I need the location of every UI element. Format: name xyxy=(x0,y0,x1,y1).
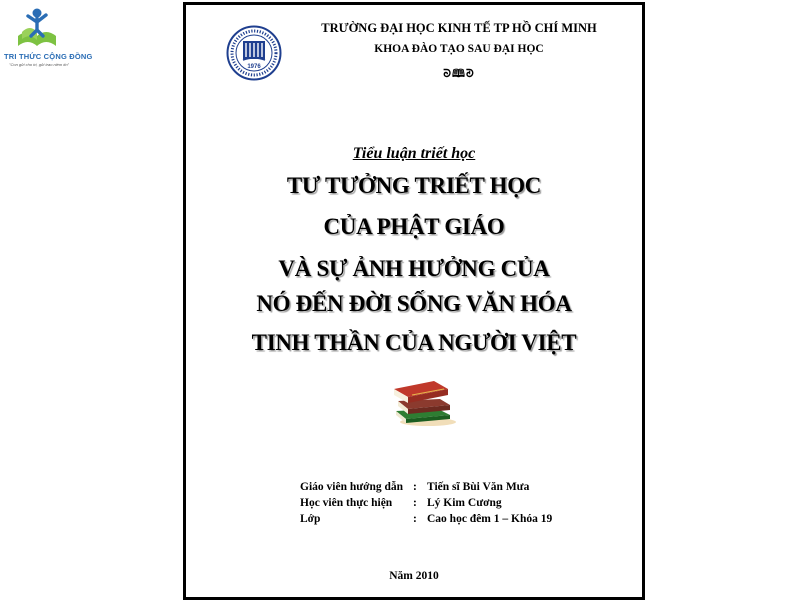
person-book-logo-icon xyxy=(14,6,60,52)
class-label: Lớp xyxy=(300,513,321,525)
faculty-name: KHOA ĐÀO TẠO SAU ĐẠI HỌC xyxy=(374,43,544,55)
watermark-logo xyxy=(4,6,93,70)
advisor-colon: : xyxy=(413,481,417,493)
advisor-label: Giáo viên hướng dẫn xyxy=(300,481,404,493)
university-name: TRƯỜNG ĐẠI HỌC KINH TẾ TP HỒ CHÍ MINH xyxy=(321,21,597,35)
info-row-advisor xyxy=(300,481,620,497)
watermark-slogan: "Con gửi cho tri, gửi trao niềm tin" xyxy=(9,62,69,67)
seal-year: 1976 xyxy=(247,64,261,70)
author-info xyxy=(300,481,620,529)
advisor-value: Tiến sĩ Bùi Văn Mưa xyxy=(427,481,530,493)
title-line-4: NÓ ĐẾN ĐỜI SỐNG VĂN HÓA xyxy=(256,291,572,316)
title-line-2: CỦA PHẬT GIÁO xyxy=(323,214,505,239)
info-row-student xyxy=(300,497,620,513)
watermark-name: TRI THỨC CỘNG ĐỒNG xyxy=(4,52,93,61)
class-colon: : xyxy=(413,513,417,525)
title-line-5: TINH THẦN CỦA NGƯỜI VIỆT xyxy=(251,330,577,355)
document-type: Tiểu luận triết học xyxy=(352,145,476,162)
header-ornament: ᘐ🕮ᘑ xyxy=(443,68,475,80)
student-label: Học viên thực hiện xyxy=(300,497,393,509)
cover-page xyxy=(183,2,645,600)
title-line-3: VÀ SỰ ẢNH HƯỞNG CỦA xyxy=(278,256,550,281)
book-stack-icon xyxy=(388,375,458,427)
student-colon: : xyxy=(413,497,417,509)
year: Năm 2010 xyxy=(389,570,439,582)
university-seal-icon xyxy=(226,25,282,81)
class-value: Cao học đêm 1 – Khóa 19 xyxy=(427,513,553,525)
title-line-1: TƯ TƯỞNG TRIẾT HỌC xyxy=(286,173,542,198)
info-row-class xyxy=(300,513,620,529)
student-value: Lý Kim Cương xyxy=(427,497,502,509)
